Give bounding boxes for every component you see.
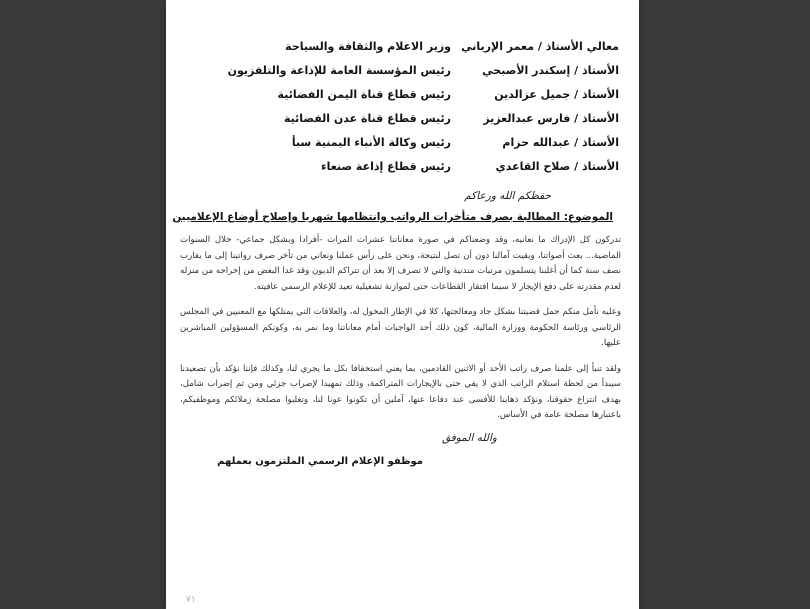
recipient-title: رئيس وكالة الأنباء اليمنية سبأ [291, 136, 451, 149]
body-paragraph: تدركون كل الإدراك ما نعانيه، وقد وضعناكم في صورة معاناتنا عشرات المرات -أفرادا وبشكل جماعي- خلال السنوات الماضية... بعث أصواتنا، وبقيت آمالنا دون أن تصل لنتيجة، ونحن على رأس عملنا ونعاني من تأخر صرف رواتبنا إلى ما يقارب نصف سنة كما أن أغلبنا يتسلمون مرتبات متدنية والتي لا تصرف إلا بعد أن تتراكم الديون وقد غدا البعض من إخراجه من منزله لعدم مقدرته على دفع الإيجار لا سيما افتقار القطاعات حتى لموازنة تشغيلية تعيد للإعلام الرسمي عافيته. [180, 235, 621, 292]
greeting: حفظكم الله ورعاكم [464, 190, 551, 202]
body-paragraph: ولقد تنبأ إلى علمنا صرف راتب الأحد أو الاثنين القادمين، بما يعني استخفافا بكل ما يجري لنا، وكذلك فإننا نؤكد بأن تصعيدنا سيبدأ من لحظة استلام الراتب الذي لا يفي حتى بالإيجارات المتراكمة، وذلك تمهيدا لإضراب جزئي ومن ثم إضراب شامل، بهدف انتزاع حقوقنا، ونؤكد ذهابنا للأقسى عند دفاعا عنها، آملين أن تكونوا عونا لنا، وتغلبوا مصلحة زملائكم وموظفيكم، باعتبارها مصلحة عامة في الأساس. [180, 363, 621, 420]
recipient-row [180, 88, 621, 104]
recipient-title: رئيس قطاع قناة اليمن الفضائية [277, 88, 451, 101]
recipient-title: رئيس قطاع قناة عدن الفضائية [283, 112, 451, 125]
body-paragraph: وعليه نأمل منكم حمل قضيتنا بشكل جاد ومعالجتها، كلا في الإطار المخول له، والعلاقات التي يمتلكها مع المعنيين في المجلس الرئاسي ورئاسة الحكومة ووزارة المالية، كون ذلك أحد الواجبات أمام معاناتنا وما نمر به، وكونكم المسؤولين المباشرين عليها. [180, 307, 621, 348]
recipient-title: رئيس قطاع إذاعة صنعاء [320, 160, 451, 173]
letter-subject: الموضوع: المطالبة بصرف متأخرات الرواتب وانتظامها شهريا وإصلاح أوضاع الإعلاميين [172, 211, 613, 223]
page-number: ٧١ [186, 595, 196, 605]
recipient-name: الأستاذ / صلاح القاعدي [495, 160, 619, 173]
recipient-row [180, 64, 621, 80]
document-page [166, 0, 639, 609]
recipient-name: الأستاذ / فارس عبدالعزيز [483, 112, 619, 125]
recipient-title: وزير الاعلام والثقافة والسياحة [285, 40, 451, 53]
recipient-name: معالي الأستاذ / معمر الإرياني [461, 40, 619, 53]
recipient-name: الأستاذ / جميل عزالدين [494, 88, 619, 101]
closing-line: والله الموفق [441, 431, 497, 444]
recipient-name: الأستاذ / عبدالله حزام [502, 136, 619, 149]
signature: موظفو الإعلام الرسمي الملتزمون بعملهم [217, 455, 423, 467]
recipients-list [180, 40, 621, 188]
recipient-row [180, 112, 621, 128]
recipient-row [180, 40, 621, 56]
recipient-row [180, 136, 621, 152]
letter-body [172, 40, 621, 467]
recipient-name: الأستاذ / إسكندر الأصبحي [482, 64, 619, 77]
recipient-title: رئيس المؤسسة العامة للإذاعة والتلفزيون [227, 64, 451, 77]
recipient-row [180, 160, 621, 176]
